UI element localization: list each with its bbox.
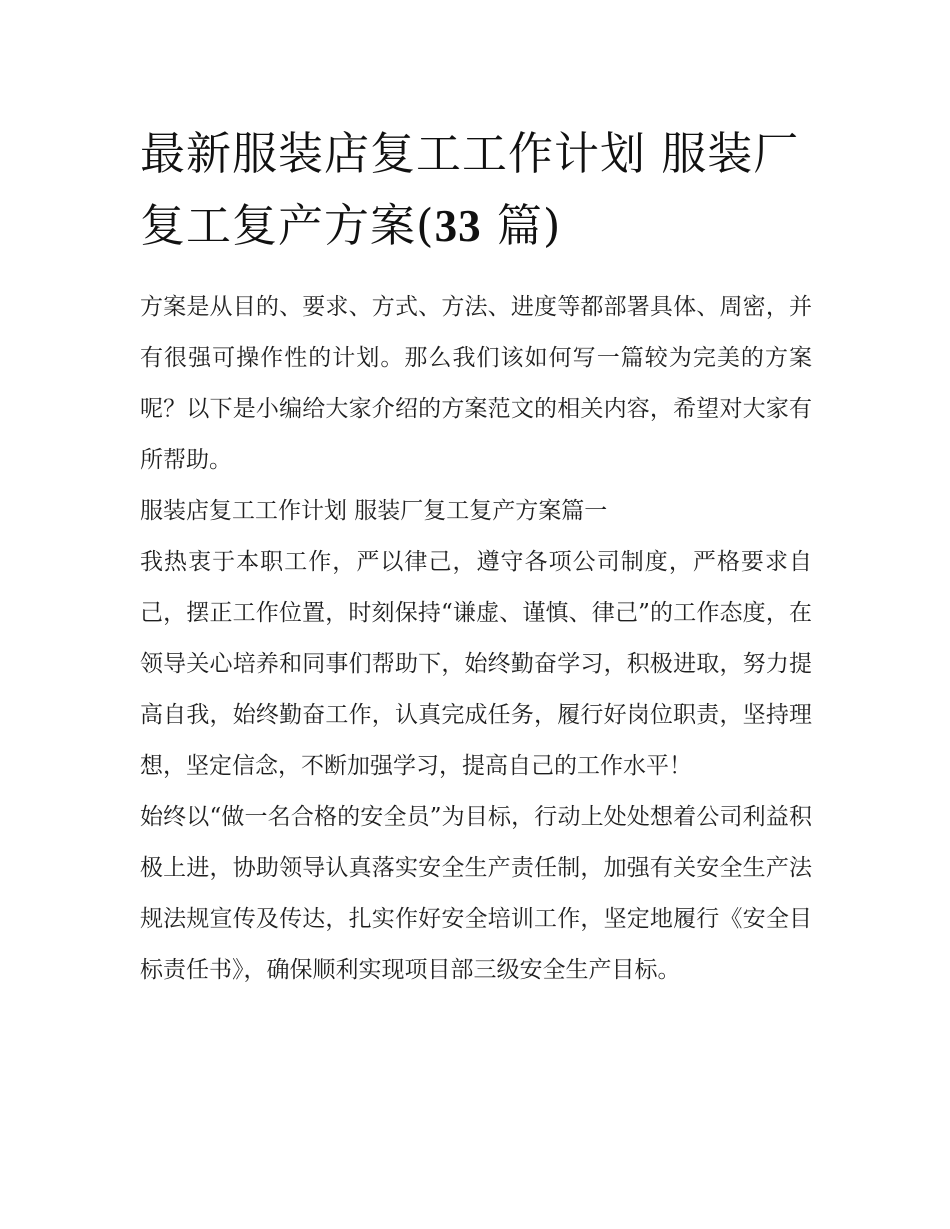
document-body: [140, 118, 812, 996]
title-text-part1: 最新服装店复工工作计划 服装厂复工复产方案(: [140, 127, 800, 252]
body-paragraph-2: 始终以“做一名合格的安全员”为目标，行动上处处想着公司利益积极上进，协助领导认真落实安全生产责任制，加强有关安全生产法规法规宣传及传达，扎实作好安全培训工作，坚定地履行《安全目标责任书》，确保顺利实现项目部三级安全生产目标。: [140, 804, 812, 983]
intro-paragraph: 方案是从目的、要求、方式、方法、进度等都部署具体、周密，并有很强可操作性的计划。那么我们该如何写一篇较为完美的方案呢？以下是小编给大家介绍的方案范文的相关内容，希望对大家有所帮助。: [140, 294, 812, 473]
section-heading: 服装店复工工作计划 服装厂复工复产方案篇一: [140, 498, 608, 524]
title-number: 33: [434, 201, 482, 251]
title-text-part2: 篇): [481, 199, 562, 252]
document-title: [140, 118, 812, 262]
body-paragraph-1: 我热衷于本职工作，严以律己，遵守各项公司制度，严格要求自己，摆正工作位置，时刻保持“谦虚、谨慎、律己”的工作态度，在领导关心培养和同事们帮助下，始终勤奋学习，积极进取，努力提高自我，始终勤奋工作，认真完成任务，履行好岗位职责，坚持理想，坚定信念，不断加强学习，提高自己的工作水平！: [140, 549, 812, 779]
